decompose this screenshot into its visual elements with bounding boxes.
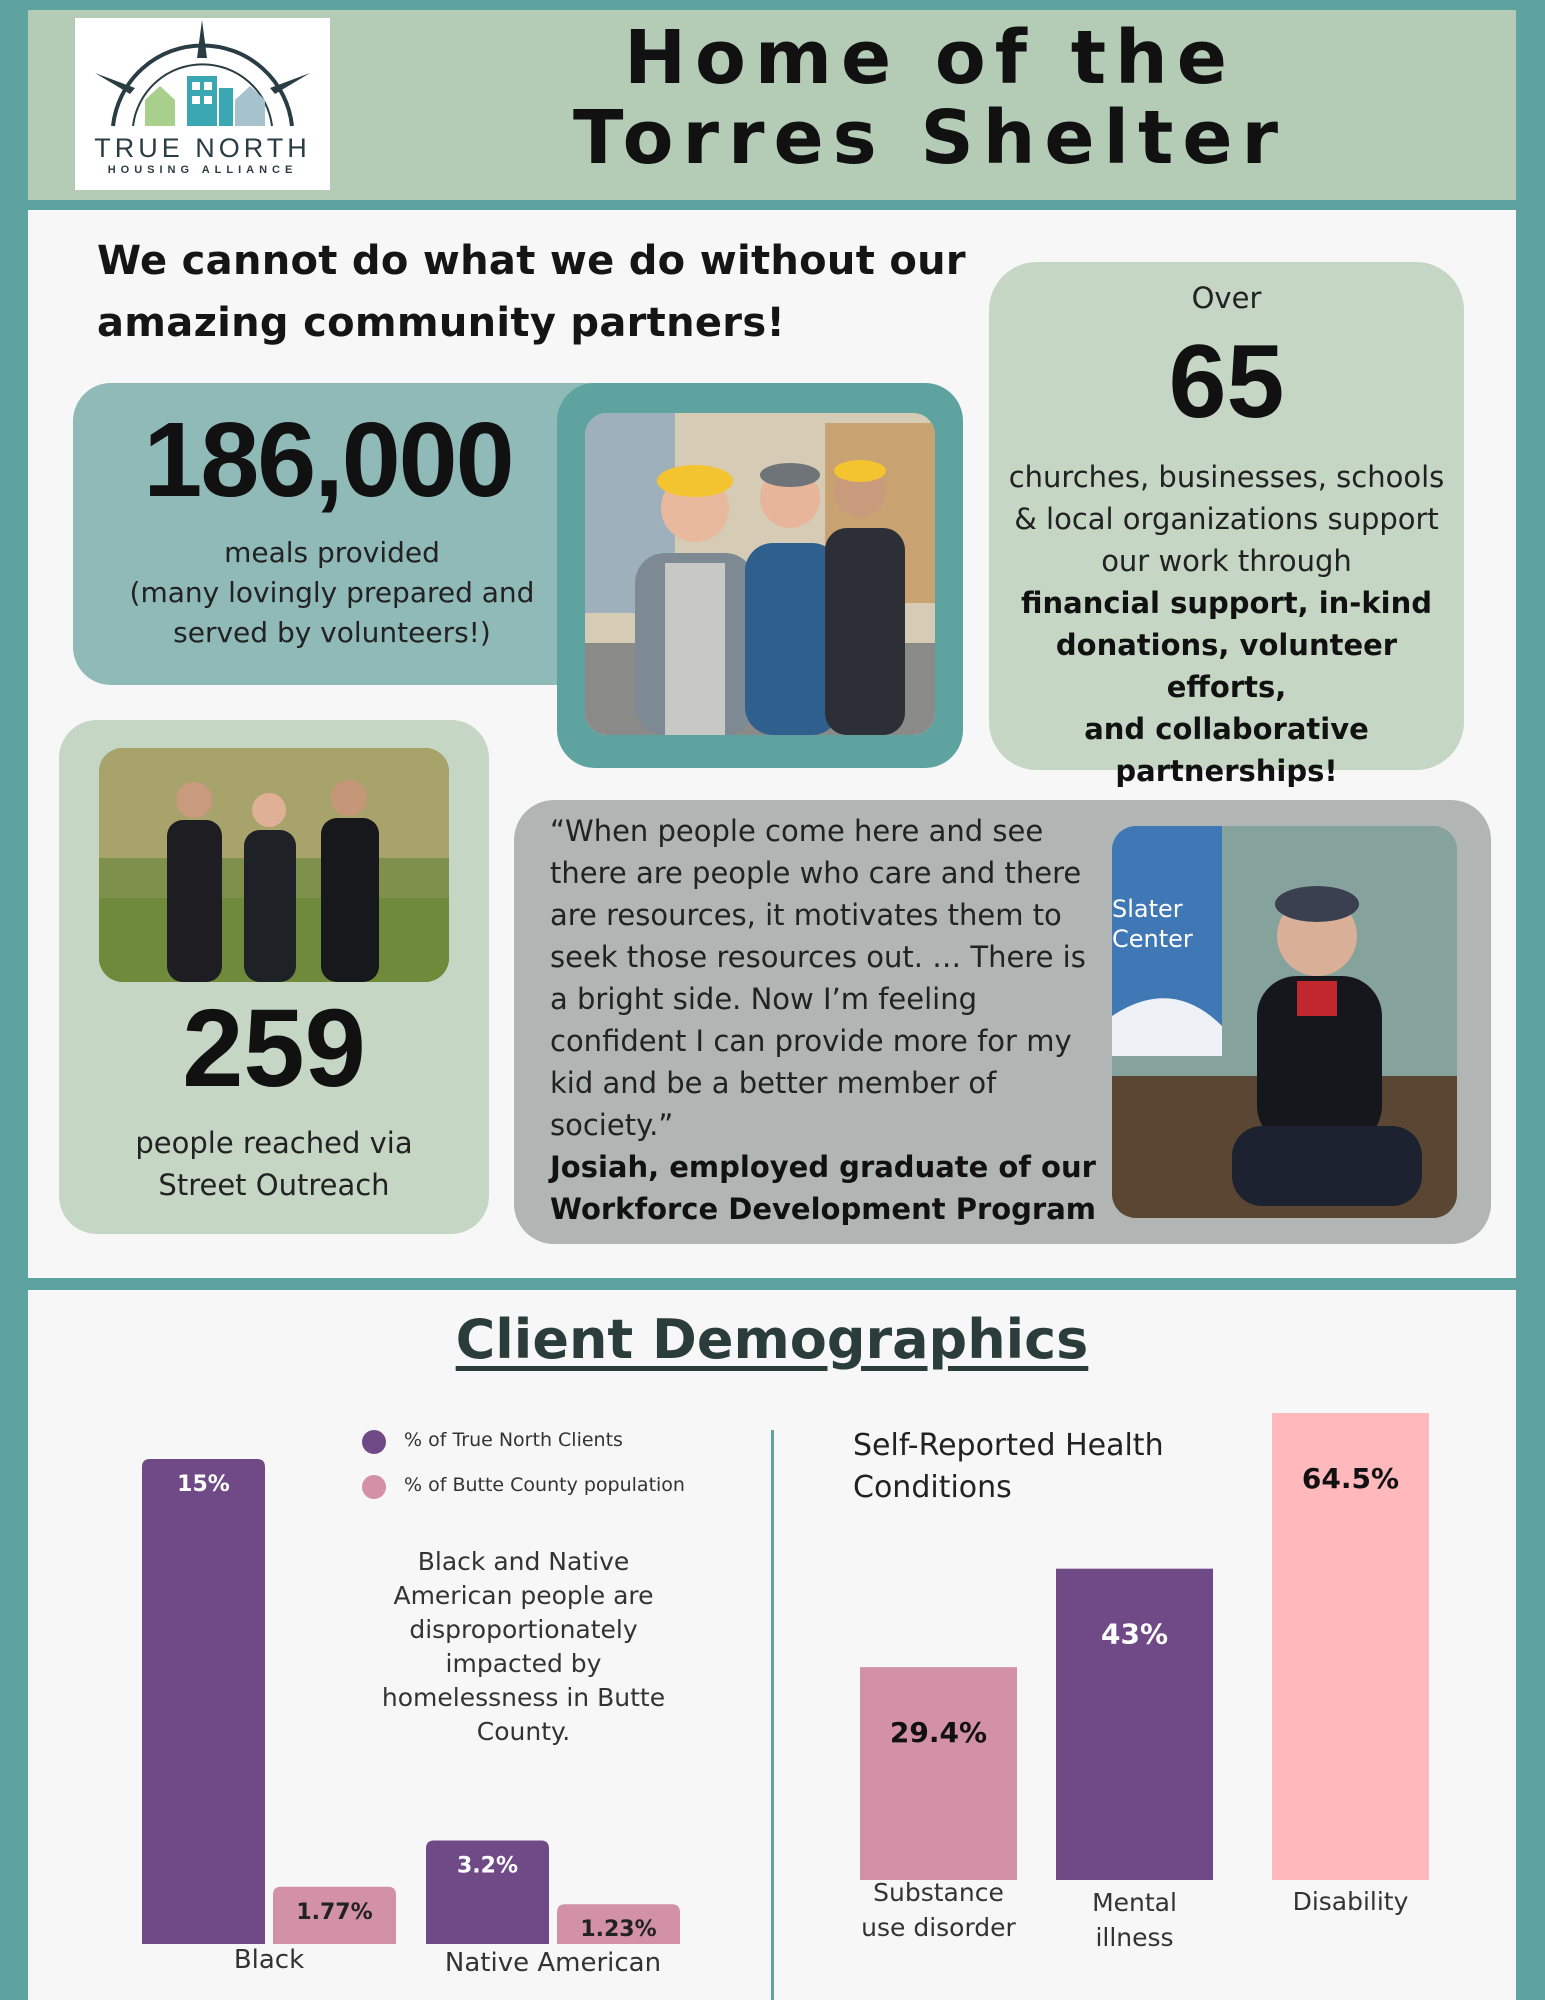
- meals-line-2: (many lovingly prepared and: [129, 576, 535, 609]
- category-label: Mental: [1092, 1888, 1177, 1917]
- bar-mental-illness: [1056, 1569, 1213, 1880]
- legend-label-clients: % of True North Clients: [404, 1429, 623, 1451]
- partners-bold-line-2: donations, volunteer efforts,: [1055, 628, 1398, 704]
- bar-value-label: 3.2%: [456, 1853, 519, 1879]
- sign-line-2: Center: [1112, 925, 1193, 953]
- legend-label-county: % of Butte County population: [404, 1474, 685, 1496]
- outreach-number: 259: [182, 987, 366, 1110]
- quote-line: kid and be a better member of: [550, 1066, 997, 1100]
- intro-line-1: We cannot do what we do without our: [97, 238, 966, 284]
- partners-number: 65: [1168, 324, 1285, 440]
- quote-line: “When people come here and see: [550, 814, 1044, 848]
- meals-line-1: meals provided: [224, 536, 440, 569]
- disparity-callout: Black and Native American people are disproportionately impacted by homelessness in Butte County.: [381, 1547, 666, 1746]
- meals-number: 186,000: [143, 401, 513, 519]
- category-label: use disorder: [861, 1913, 1016, 1942]
- bar-substance-use-disorder: [860, 1667, 1017, 1880]
- category-label: Native American: [444, 1948, 662, 1978]
- partners-bold-line-1: financial support, in-kind: [1021, 586, 1432, 620]
- chart-divider: [771, 1430, 774, 2000]
- partners-over-label: Over: [1191, 281, 1262, 315]
- quote-line: society.”: [550, 1108, 674, 1142]
- quote-line: are resources, it motivates them to: [550, 898, 1062, 932]
- category-label: Substance: [873, 1878, 1004, 1907]
- partners-bold-line-3: and collaborative: [1084, 712, 1369, 746]
- title-line-1: Home of the: [624, 15, 1236, 101]
- intro-line-2: amazing community partners!: [97, 300, 785, 346]
- bar-value-label: 64.5%: [1301, 1462, 1400, 1495]
- bar-value-label: 43%: [1100, 1617, 1169, 1651]
- logo-name: TRUE NORTH: [94, 133, 311, 163]
- attribution-line-2: Workforce Development Program: [550, 1192, 1097, 1226]
- outreach-line-1: people reached via: [135, 1126, 413, 1160]
- logo-subtitle: HOUSING ALLIANCE: [107, 164, 298, 176]
- bar-value-label: 15%: [177, 1472, 230, 1497]
- attribution-line-1: Josiah, employed graduate of our: [550, 1150, 1096, 1184]
- quote-line: a bright side. Now I’m feeling: [550, 982, 978, 1016]
- bar-value-label: 29.4%: [889, 1716, 988, 1750]
- demographics-title: Client Demographics: [455, 1308, 1089, 1371]
- sign-line-1: Slater: [1112, 895, 1183, 923]
- bar-value-label: 1.77%: [296, 1899, 373, 1925]
- outreach-line-2: Street Outreach: [158, 1168, 390, 1202]
- quote-line: seek those resources out. … There is: [550, 940, 1086, 974]
- quote-line: confident I can provide more for my: [550, 1024, 1072, 1058]
- health-chart-title: Self-Reported Health Conditions: [853, 1428, 1164, 1505]
- bar-value-label: 1.23%: [580, 1917, 657, 1943]
- partners-line-1: churches, businesses, schools: [1008, 460, 1445, 494]
- meals-line-3: served by volunteers!): [173, 616, 491, 649]
- category-label: Black: [233, 1945, 305, 1975]
- category-label: illness: [1095, 1923, 1174, 1952]
- partners-bold-line-4: partnerships!: [1115, 754, 1338, 788]
- partners-line-2: & local organizations support: [1014, 502, 1439, 536]
- partners-line-3: our work through: [1101, 544, 1352, 578]
- title-line-2: Torres Shelter: [572, 95, 1288, 181]
- quote-line: there are people who care and there: [550, 856, 1082, 890]
- category-label: Disability: [1292, 1887, 1409, 1916]
- bar-black-clients: [142, 1459, 265, 1944]
